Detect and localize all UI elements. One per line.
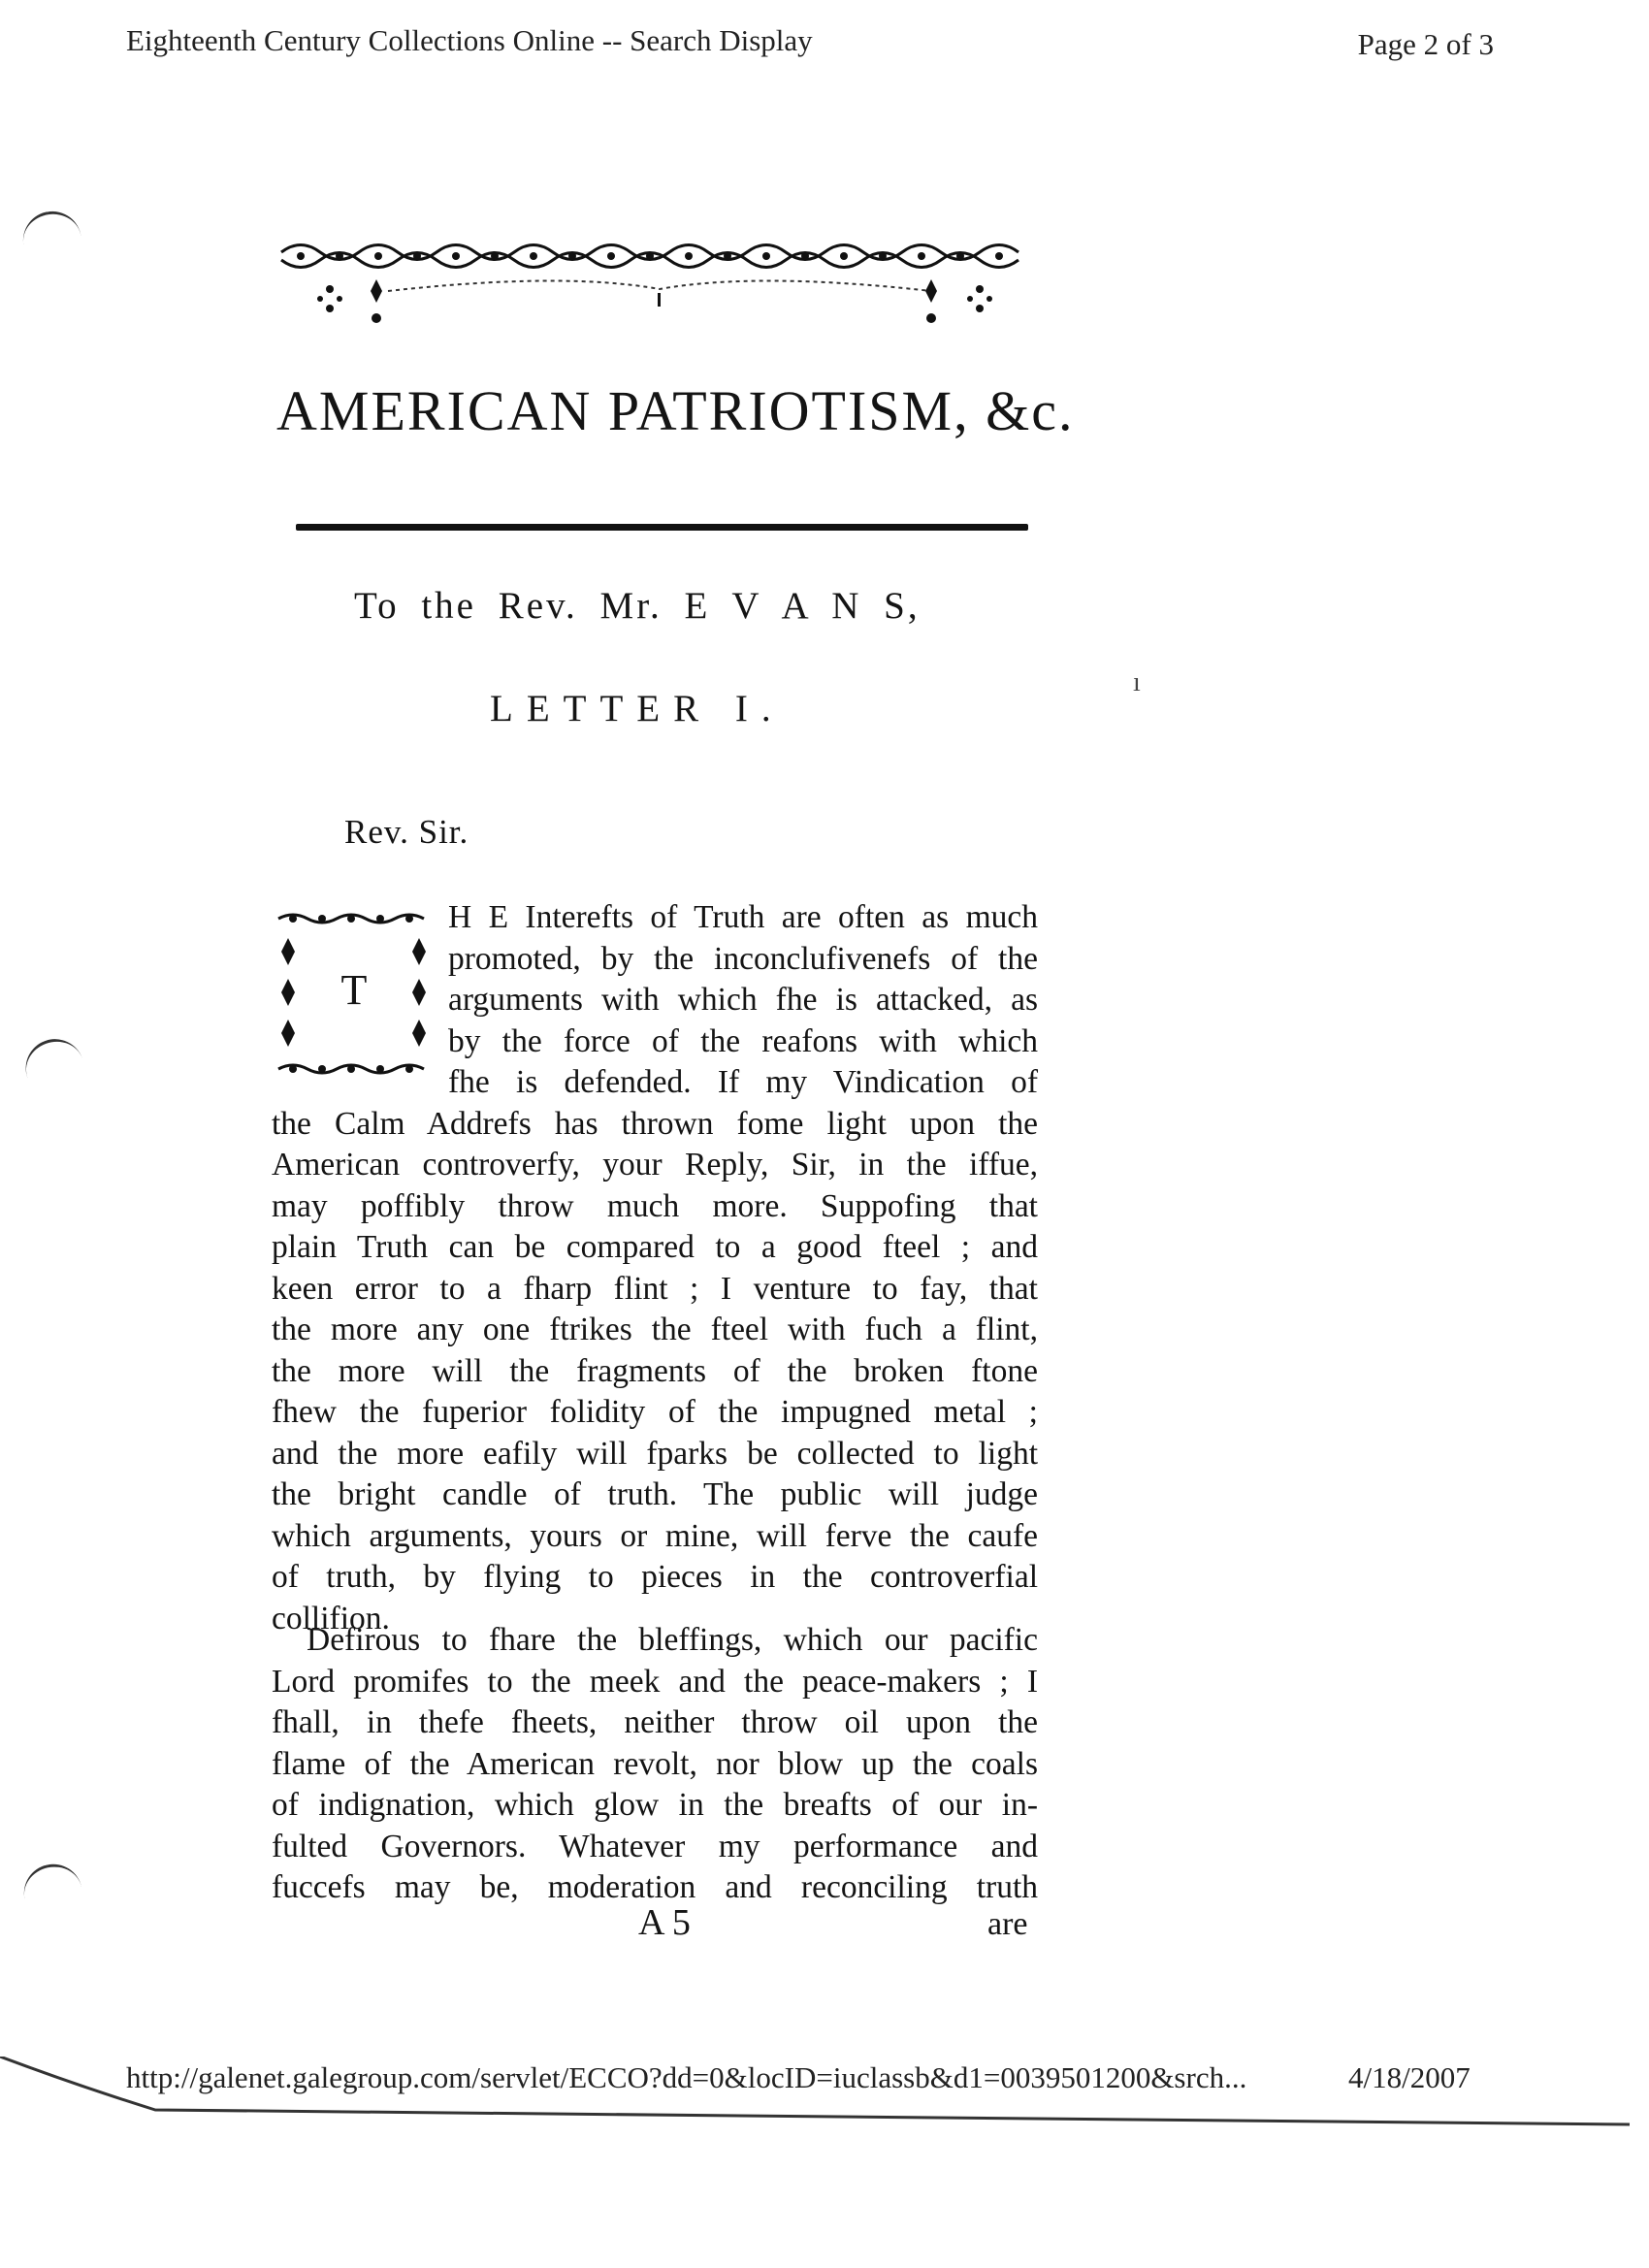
text-line: flame of the American revolt, nor blow up the coals [272, 1745, 1038, 1782]
title-divider [296, 524, 1028, 531]
text-line: the more will the fragments of the broken ftone [272, 1352, 1038, 1389]
stray-mark: ı [1133, 667, 1141, 697]
footer-url-link[interactable]: http://galenet.galegroup.com/servlet/ECCO?dd=0&locID=iuclassb&d1=0039501200&srch... [126, 2060, 1247, 2094]
page-indicator: Page 2 of 3 [1357, 27, 1494, 61]
binder-hole-mark [17, 1031, 83, 1082]
text-line: promoted, by the inconclufivenefs of the [448, 940, 1038, 977]
text-line: Lord promifes to the meek and the peace-makers ; I [272, 1663, 1038, 1700]
binder-hole-mark [19, 208, 81, 247]
catchword: are [987, 1906, 1028, 1942]
text-line: the Calm Addrefs has thrown fome light upon the [272, 1105, 1038, 1142]
addressee-line: To the Rev. Mr. E V A N S, [354, 585, 921, 627]
text-line: plain Truth can be compared to a good fteel ; and [272, 1229, 1038, 1265]
letter-heading: LETTER I. [490, 688, 785, 729]
text-line: fhall, in thefe fheets, neither throw oil upon the [272, 1704, 1038, 1740]
binder-hole-mark [18, 1859, 82, 1902]
text-line: fulted Governors. Whatever my performance and [272, 1828, 1038, 1864]
text-line: H E Interefts of Truth are often as much [448, 899, 1038, 935]
text-line: of truth, by flying to pieces in the controverfial [272, 1559, 1038, 1595]
text-line: fuccefs may be, moderation and reconciling truth [272, 1869, 1038, 1905]
text-line: Defirous to fhare the bleffings, which our pacific [307, 1622, 1038, 1658]
site-title: Eighteenth Century Collections Online -- Search Display [126, 23, 813, 57]
paragraph-1 [272, 897, 1038, 1639]
text-line: of indignation, which glow in the breafts of our in- [272, 1787, 1038, 1823]
text-line: and the more eafily will fparks be collected to light [272, 1435, 1038, 1472]
text-line: the bright candle of truth. The public will judge [272, 1476, 1038, 1512]
text-line: the more any one ftrikes the fteel with fuch a flint, [272, 1312, 1038, 1347]
text-line: keen error to a fharp flint ; I venture to fay, that [272, 1270, 1038, 1307]
text-line: collifion. [272, 1600, 390, 1636]
ornament-headpiece-icon [272, 223, 1048, 330]
document-title: AMERICAN PATRIOTISM, &c. [276, 379, 1075, 442]
text-line: fhew the fuperior folidity of the impugned metal ; [272, 1394, 1038, 1430]
text-line: fhe is defended. If my Vindication of [448, 1064, 1038, 1100]
footer-date: 4/18/2007 [1348, 2060, 1471, 2094]
text-line: arguments with which fhe is attacked, as [448, 982, 1038, 1018]
text-line: which arguments, yours or mine, will ferve the caufe [272, 1517, 1038, 1554]
salutation: Rev. Sir. [344, 813, 469, 851]
signature-mark: A 5 [638, 1902, 691, 1943]
text-line: may poffibly throw much more. Suppofing that [272, 1187, 1038, 1224]
paragraph-2 [272, 1620, 1038, 1909]
text-line: by the force of the reafons with which [448, 1022, 1038, 1059]
text-line: American controverfy, your Reply, Sir, in the iffue, [272, 1147, 1038, 1183]
drop-cap-letter: T [340, 966, 368, 1014]
